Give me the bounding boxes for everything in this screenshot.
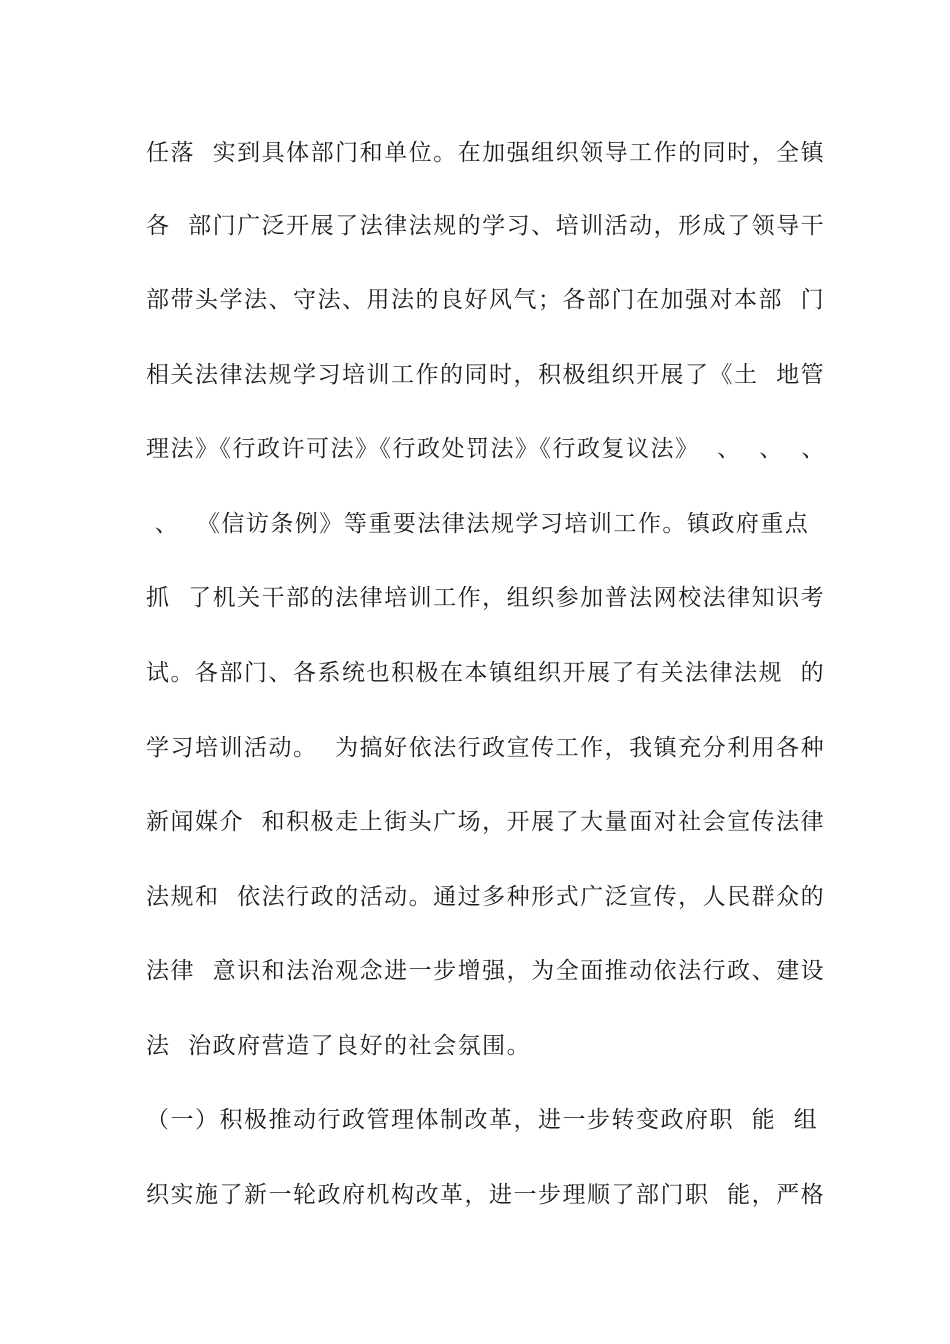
paragraph-line-12: 法律 意识和法治观念进一步增强，为全面推动依法行政、建设 <box>146 958 826 984</box>
paragraph-line-6: 、 《信访条例》等重要法律法规学习培训工作。镇政府重点 <box>146 511 810 537</box>
paragraph-line-13: 法 治政府营造了良好的社会氛围。 <box>146 1033 532 1059</box>
paragraph-line-9: 学习培训活动。 为搞好依法行政宣传工作，我镇充分利用各种 <box>146 735 826 761</box>
section-heading-line: （一）积极推动行政管理体制改革，进一步转变政府职 能 组 <box>146 1107 819 1133</box>
paragraph-line-8: 试。各部门、各系统也积极在本镇组织开展了有关法律法规 的 <box>146 660 826 686</box>
paragraph-line-2: 各 部门广泛开展了法律法规的学习、培训活动，形成了领导干 <box>146 213 826 239</box>
paragraph-line-4: 相关法律法规学习培训工作的同时，积极组织开展了《土 地管 <box>146 362 826 388</box>
paragraph-line-1: 任落 实到具体部门和单位。在加强组织领导工作的同时，全镇 <box>146 140 826 166</box>
paragraph-line-5: 理法》《行政许可法》《行政处罚法》《行政复议法》 、 、 、 <box>146 436 826 462</box>
paragraph-line-11: 法规和 依法行政的活动。通过多种形式广泛宣传，人民群众的 <box>146 884 826 910</box>
paragraph-line-3: 部带头学法、守法、用法的良好风气；各部门在加强对本部 门 <box>146 287 826 313</box>
paragraph-line-15: 织实施了新一轮政府机构改革，进一步理顺了部门职 能，严格 <box>146 1182 826 1208</box>
paragraph-line-7: 抓 了机关干部的法律培训工作，组织参加普法网校法律知识考 <box>146 585 826 611</box>
paragraph-line-10: 新闻媒介 和积极走上街头广场，开展了大量面对社会宣传法律 <box>146 809 826 835</box>
